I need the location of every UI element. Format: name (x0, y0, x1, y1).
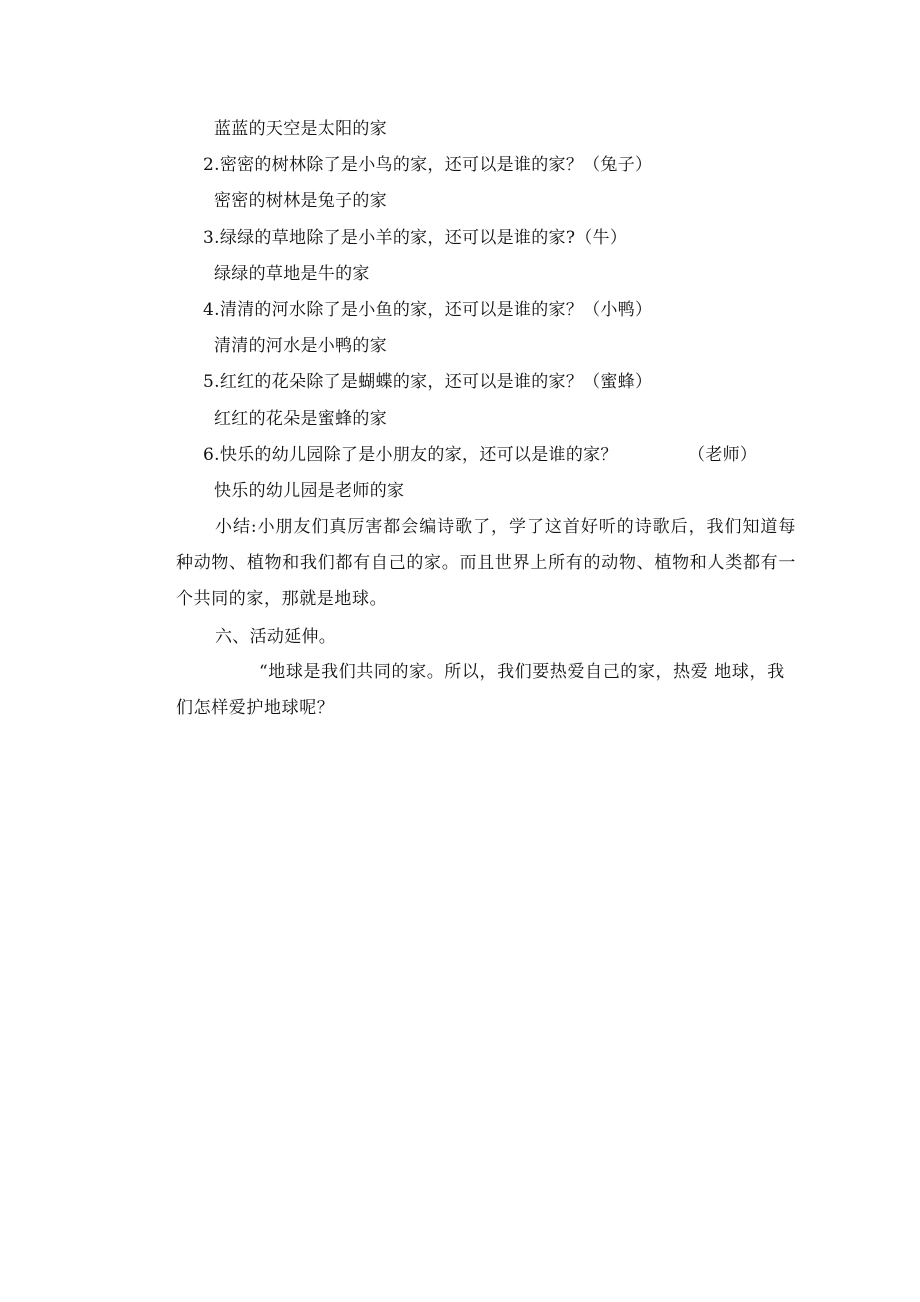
question-line-6 (203, 444, 618, 466)
question-line-5: 5.红红的花朵除了是蝴蝶的家，还可以是谁的家？（蜜蜂） (203, 372, 653, 392)
question-line-4: 4.清清的河水除了是小鱼的家，还可以是谁的家？（小鸭） (203, 300, 653, 320)
answer-line-1: 蓝蓝的天空是太阳的家 (214, 119, 387, 139)
question-line-2: 2.密密的树林除了是小鸟的家，还可以是谁的家？（兔子） (203, 155, 653, 175)
extension-paragraph: “地球是我们共同的家。所以，我们要热爱自己的家，热爱 地球，我们怎样爱护地球呢？ (176, 662, 785, 718)
section-heading: 六、活动延伸。 (215, 627, 337, 647)
answer-line-4: 清清的河水是小鸭的家 (214, 336, 387, 356)
answer-line-5: 红红的花朵是蜜蜂的家 (214, 409, 387, 429)
answer-line-6: 快乐的幼儿园是老师的家 (214, 481, 405, 501)
question-6-answer-hint: （老师） (688, 445, 758, 465)
question-line-3: 3.绿绿的草地除了是小羊的家，还可以是谁的家?（牛） (203, 228, 628, 248)
answer-line-3: 绿绿的草地是牛的家 (214, 264, 370, 284)
question-6-text: 6.快乐的幼儿园除了是小朋友的家，还可以是谁的家？ (203, 445, 618, 465)
answer-line-2: 密密的树林是兔子的家 (214, 191, 387, 211)
summary-paragraph: 小结:小朋友们真厉害都会编诗歌了，学了这首好听的诗歌后，我们知道每种动物、植物和我们都有自己的家。而且世界上所有的动物、植物和人类都有一个共同的家，那就是地球。 (176, 517, 796, 609)
